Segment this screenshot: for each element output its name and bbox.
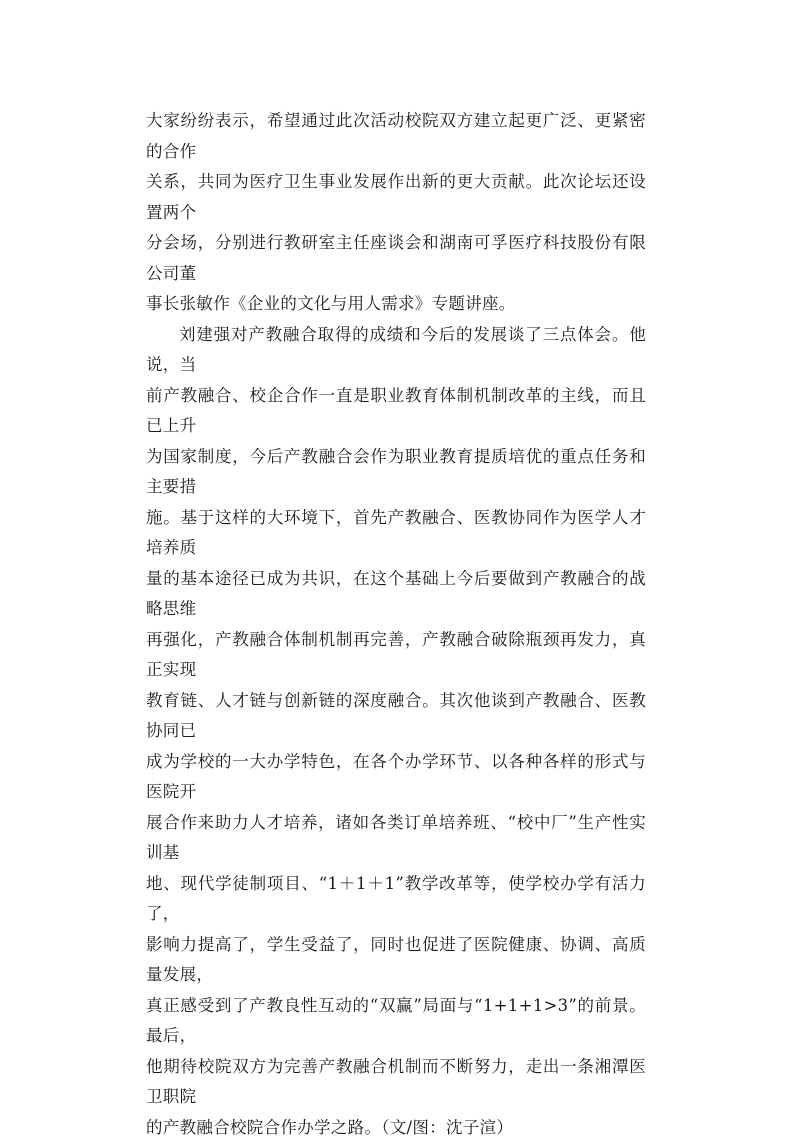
article-body — [146, 106, 646, 1143]
paragraph-2: 刘建强对产教融合取得的成绩和今后的发展谈了三点体会。他说，当 前产教融合、校企合作一直是职业教育体制机制改革的主线，而且已上升 为国家制度，今后产教融合会作为职业教育提质培优的重点任务和主要措 施。基于这样的大环境下，首先产教融合、医教协同作为医学人才培养质 量的基本途径已成为共识，在这个基础上今后要做到产教融合的战略思维 再强化，产教融合体制机制再完善，产教融合破除瓶颈再发力，真正实现 教育链、人才链与创新链的深度融合。其次他谈到产教融合、医教协同已 成为学校的一大办学特色，在各个办学环节、以各种各样的形式与医院开 展合作来助力人才培养，诸如各类订单培养班、“校中厂”生产性实训基 地、现代学徒制项目、“1＋1＋1”教学改革等，使学校办学有活力了， 影响力提高了，学生受益了，同时也促进了医院健康、协调、高质量发展， 真正感受到了产教良性互动的“双赢”局面与“1+1+1>3”的前景。最后， 他期待校院双方为完善产教融合机制而不断努力，走出一条湘潭医卫职院 的产教融合校院合作办学之路。（文/图：沈子渲） — [146, 320, 646, 1143]
paragraph-1: 大家纷纷表示，希望通过此次活动校院双方建立起更广泛、更紧密的合作 关系，共同为医疗卫生事业发展作出新的更大贡献。此次论坛还设置两个 分会场，分别进行教研室主任座谈会和湖南可孚医疗科技股份有限公司董 事长张敏作《企业的文化与用人需求》专题讲座。 — [146, 106, 646, 320]
